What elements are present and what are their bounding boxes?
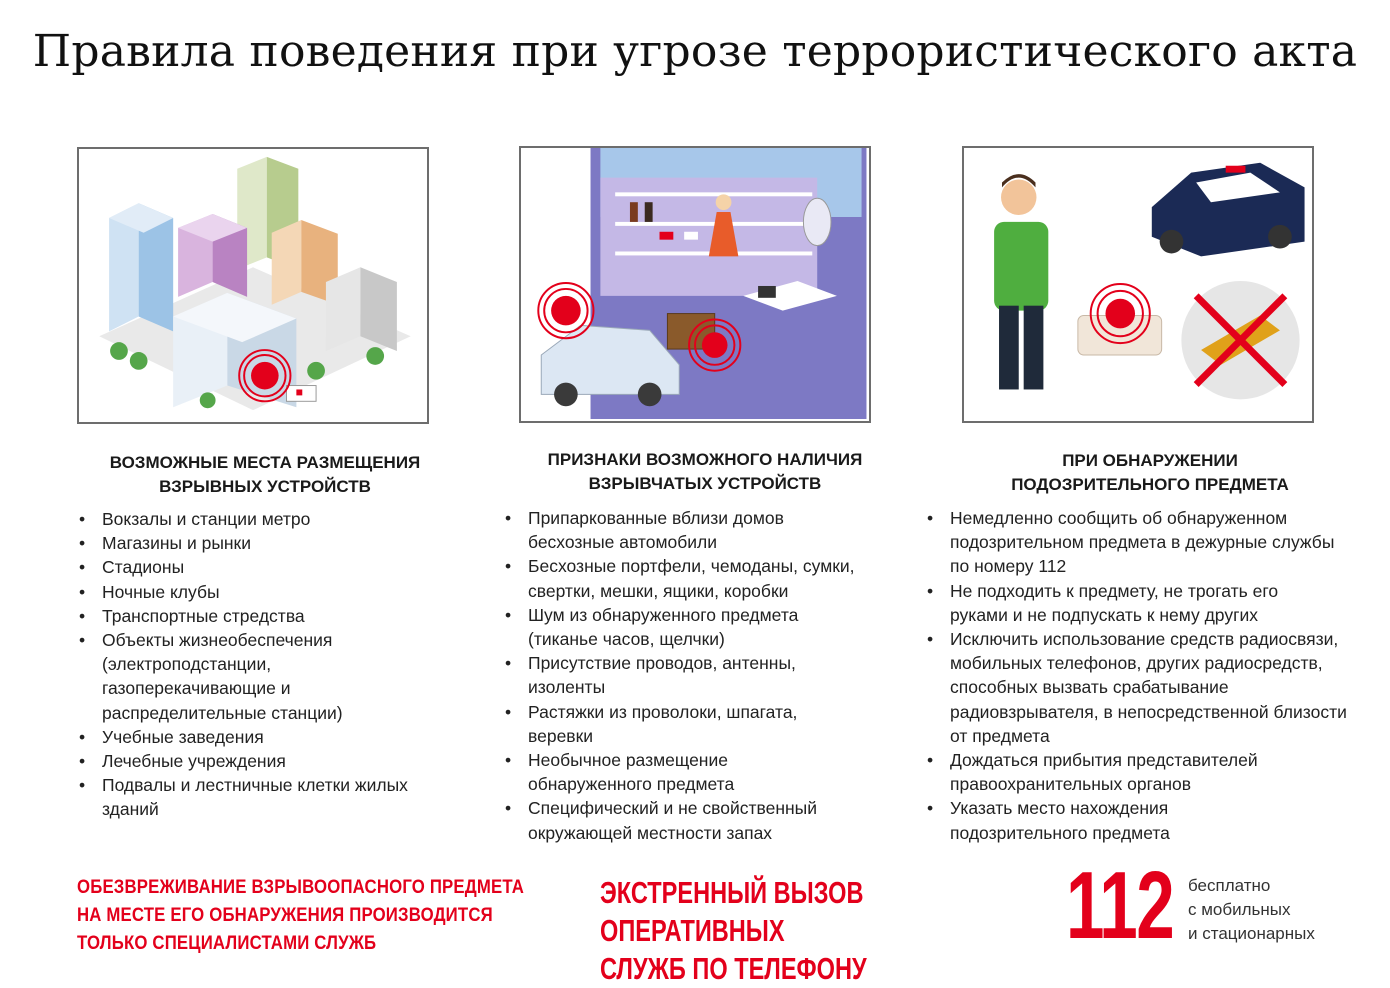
column-3-heading-line-1: ПРИ ОБНАРУЖЕНИИ [1062, 451, 1238, 470]
column-3-list [925, 506, 1350, 845]
column-1-heading [65, 451, 465, 499]
list-item: • Указать место нахождения подозрительного предмета [925, 796, 1250, 844]
column-1-heading-line-2: ВЗРЫВНЫХ УСТРОЙСТВ [159, 477, 371, 496]
list-item: • Лечебные учреждения [77, 749, 462, 773]
shop-interior-icon [521, 148, 869, 421]
list-item: • Объекты жизнеобеспечения (электроподстанции, газоперекачивающие и распределительные станции) [77, 628, 387, 725]
list-item: • Вокзалы и станции метро [77, 507, 462, 531]
column-2-heading-line-2: ВЗРЫВЧАТЫХ УСТРОЙСТВ [588, 474, 822, 493]
list-item: • Немедленно сообщить об обнаруженном подозрительном предмета в дежурные службы по номеру 112 [925, 506, 1345, 579]
emergency-call-text [600, 874, 1026, 988]
column-1-list [77, 507, 462, 822]
warning-line-2: НА МЕСТЕ ЕГО ОБНАРУЖЕНИЯ ПРОИЗВОДИТСЯ [77, 904, 493, 926]
list-item: • Исключить использование средств радиосвязи, мобильных телефонов, других радиосредств, способных вызвать срабатывание радиовзрывателя, в непосредственной близости от предмета [925, 627, 1365, 748]
defusing-warning [77, 873, 524, 957]
free-call-note [1188, 874, 1315, 946]
list-item: • Подвалы и лестничные клетки жилых зданий [77, 773, 462, 821]
emergency-line-1: ЭКСТРЕННЫЙ ВЫЗОВ ОПЕРАТИВНЫХ [600, 875, 864, 948]
list-item: • Ночные клубы [77, 580, 462, 604]
column-2-heading [505, 448, 905, 496]
column-2-heading-line-1: ПРИЗНАКИ ВОЗМОЖНОГО НАЛИЧИЯ [547, 450, 863, 469]
page-title: Правила поведения при угрозе террористического акта [32, 26, 1358, 77]
free-note-line-2: с мобильных [1188, 900, 1291, 919]
list-item: • Стадионы [77, 555, 462, 579]
free-note-line-3: и стационарных [1188, 924, 1315, 943]
list-item: • Транспортные стредства [77, 604, 462, 628]
warning-line-1: ОБЕЗВРЕЖИВАНИЕ ВЗРЫВООПАСНОГО ПРЕДМЕТА [77, 876, 525, 898]
emergency-number: 112 [1066, 852, 1174, 959]
emergency-line-2: СЛУЖБ ПО ТЕЛЕФОНУ [600, 951, 867, 986]
column-3-heading [950, 449, 1350, 497]
city-illustration [77, 147, 429, 424]
suspicious-item-illustration [962, 146, 1314, 423]
list-item: • Специфический и не свойственный окружающей местности запах [503, 796, 873, 844]
list-item: • Шум из обнаруженного предмета (тиканье часов, щелчки) [503, 603, 828, 651]
man-police-phone-icon [964, 148, 1312, 421]
list-item: • Растяжки из проволоки, шпагата, веревки [503, 700, 848, 748]
warning-line-3: ТОЛЬКО СПЕЦИАЛИСТАМИ СЛУЖБ [77, 932, 377, 954]
list-item: • Бесхозные портфели, чемоданы, сумки, свертки, мешки, ящики, коробки [503, 554, 895, 602]
list-item: • Припаркованные вблизи домов бесхозные автомобили [503, 506, 828, 554]
column-2-list [503, 506, 895, 845]
column-1-heading-line-1: ВОЗМОЖНЫЕ МЕСТА РАЗМЕЩЕНИЯ [109, 453, 421, 472]
list-item: • Дождаться прибытия представителей правоохранительных органов [925, 748, 1335, 796]
list-item: • Магазины и рынки [77, 531, 462, 555]
shop-illustration [519, 146, 871, 423]
list-item: • Не подходить к предмету, не трогать его руками и не подпускать к нему других [925, 579, 1335, 627]
list-item: • Учебные заведения [77, 725, 462, 749]
list-item: • Присутствие проводов, антенны, изоленты [503, 651, 848, 699]
list-item: • Необычное размещение обнаруженного предмета [503, 748, 788, 796]
column-3-heading-line-2: ПОДОЗРИТЕЛЬНОГО ПРЕДМЕТА [1011, 475, 1289, 494]
free-note-line-1: бесплатно [1188, 876, 1271, 895]
city-buildings-icon [79, 149, 427, 422]
